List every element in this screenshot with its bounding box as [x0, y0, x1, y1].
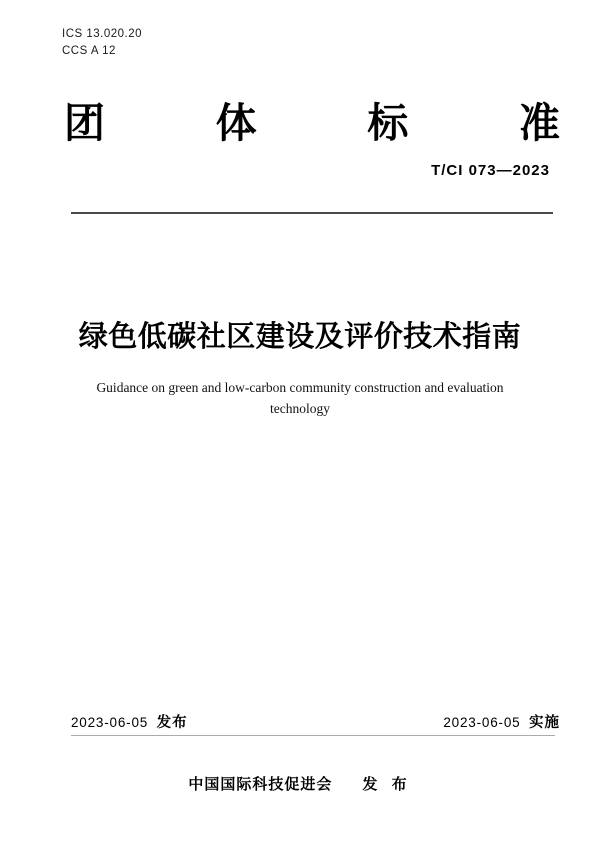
standard-type-char-3: 标: [367, 100, 409, 146]
dates-row: [71, 711, 560, 732]
implementation-date-label: 实施: [529, 715, 560, 731]
standard-type-char-1: 团: [64, 100, 105, 146]
standard-type-char-2: 体: [215, 100, 257, 146]
standard-type-title: [64, 101, 560, 146]
implementation-date-group: [443, 711, 560, 732]
ics-code: ICS 13.020.20: [62, 28, 143, 40]
header-divider-line: [71, 212, 553, 214]
ccs-code: CCS A 12: [62, 45, 116, 57]
classification-codes: [62, 26, 142, 60]
publisher-row: [0, 773, 600, 794]
publisher-name: 中国国际科技促进会: [188, 776, 333, 793]
issue-date: 2023-06-05: [71, 715, 149, 730]
issue-date-label: 发布: [156, 715, 188, 731]
document-title-english-line1: Guidance on green and low-carbon community construction and evaluation: [96, 380, 504, 395]
document-title-english-line2: technology: [270, 401, 330, 416]
document-title-english: [0, 377, 600, 419]
standard-number: T/CI 073—2023: [431, 162, 550, 179]
footer-divider-line: [71, 735, 555, 736]
implementation-date: 2023-06-05: [443, 715, 521, 730]
issue-date-group: [71, 711, 188, 732]
publisher-action: 发 布: [362, 776, 412, 793]
standard-type-char-4: 准: [518, 100, 560, 146]
document-title-chinese: 绿色低碳社区建设及评价技术指南: [78, 321, 522, 353]
